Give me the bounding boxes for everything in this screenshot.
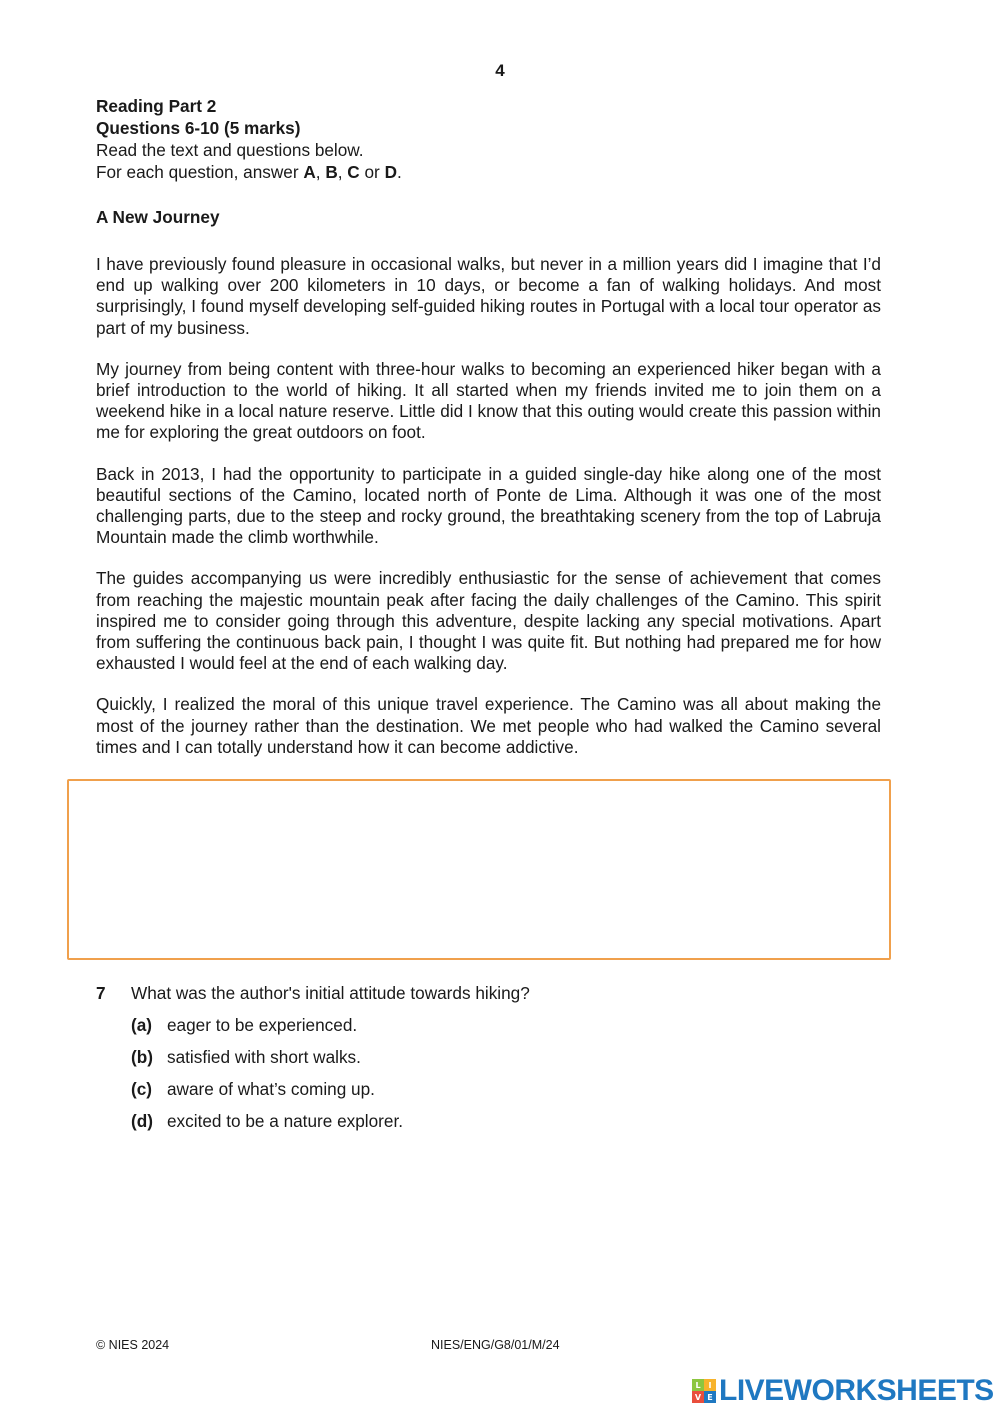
option-text: aware of what’s coming up. [167,1079,375,1099]
option-text: excited to be a nature explorer. [167,1111,404,1131]
article-paragraph: Back in 2013, I had the opportunity to participate in a guided single-day hike along one of the most beautiful sections of the Camino, located north of Ponte de Lima. Although it was one of the most challenging parts, due to the steep and rocky ground, the breathtaking scenery from the top of Labruja Mountain made the climb worthwhile. [96,463,881,548]
option-letter: (c) [131,1079,153,1099]
option-label-d: D [384,162,397,182]
section-header [96,95,402,183]
questions-range: Questions 6-10 (5 marks) [96,118,301,138]
article-paragraph: Quickly, I realized the moral of this unique travel experience. The Camino was all about making the most of the journey rather than the destination. We met people who had walked the Camino several times and I can totally understand how it can become addictive. [96,694,881,757]
options-list [96,1014,530,1142]
option-text: satisfied with short walks. [167,1047,361,1067]
option-b[interactable] [96,1046,530,1078]
option-letter: (a) [131,1015,153,1035]
article [96,206,881,778]
option-a[interactable] [96,1014,530,1046]
option-label-a: A [303,162,316,182]
page-number: 4 [495,61,505,80]
footer-copyright: © NIES 2024 [96,1338,170,1352]
logo-text: LIVEWORKSHEETS [719,1374,994,1407]
article-paragraph: The guides accompanying us were incredibly enthusiastic for the sense of achievement that comes from reaching the majestic mountain peak after facing the daily challenges of the Camino. This spirit inspired me to consider going through this adventure, despite lacking any special motivations. Apart from suffering the continuous back pain, I thought I was quite fit. But nothing had prepared me for how exhausted I would feel at the end of each walking day. [96,568,881,674]
instruction-read: Read the text and questions below. [96,140,364,160]
option-letter: (b) [131,1047,153,1067]
liveworksheets-logo[interactable] [692,1374,994,1408]
option-label-b: B [325,162,338,182]
option-c[interactable] [96,1078,530,1110]
question-7 [96,982,530,1142]
answer-box[interactable] [67,779,891,960]
instruction-answer: For each question, answer A, B, C or D. [96,162,402,182]
question-text: What was the author's initial attitude towards hiking? [131,983,530,1003]
section-title: Reading Part 2 [96,96,217,116]
article-title: A New Journey [96,207,220,227]
question-number: 7 [96,983,106,1003]
article-paragraph: I have previously found pleasure in occasional walks, but never in a million years did I imagine that I’d end up walking over 200 kilometers in 10 days, or become a fan of walking holidays. And most surprisingly, I found myself developing self-guided hiking routes in Portugal with a local tour operator as part of my business. [96,254,881,338]
article-paragraph: My journey from being content with three-hour walks to becoming an experienced hiker began with a brief introduction to the world of hiking. It all started when my friends invited me to join them on a weekend hike in a local nature reserve. Little did I know that this outing would create this passion within me for exploring the great outdoors on foot. [96,358,881,443]
option-d[interactable] [96,1110,530,1142]
option-letter: (d) [131,1111,153,1131]
option-text: eager to be experienced. [167,1015,358,1035]
footer-code: NIES/ENG/G8/01/M/24 [431,1338,560,1352]
option-label-c: C [347,162,360,182]
liveworksheets-icon: L I V E [692,1379,716,1403]
